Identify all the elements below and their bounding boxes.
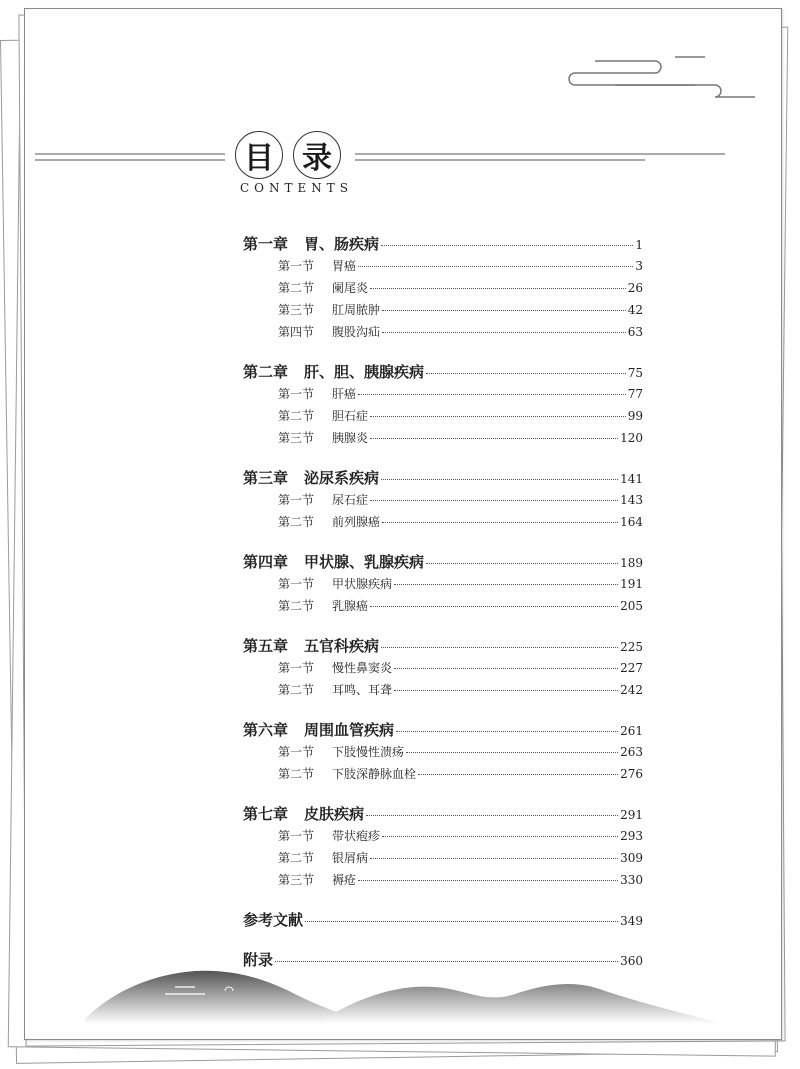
section-number: 第三节	[278, 303, 315, 317]
page-number: 164	[620, 515, 643, 529]
page-number: 42	[627, 303, 643, 317]
leader-dots	[426, 563, 618, 564]
toc-section-entry[interactable]	[243, 575, 643, 597]
section-title: 胰腺炎	[332, 431, 369, 445]
chapter-title: 泌尿系疾病	[304, 469, 380, 487]
section-label	[278, 279, 368, 296]
page-number: 26	[627, 281, 643, 295]
toc-chapter-entry[interactable]	[243, 551, 643, 575]
toc-chapter-entry[interactable]	[243, 719, 643, 743]
leader-dots	[366, 815, 618, 816]
toc-section-entry[interactable]	[243, 385, 643, 407]
page-number: 77	[627, 387, 643, 401]
section-number: 第三节	[278, 873, 315, 887]
section-title: 肛周脓肿	[332, 303, 381, 317]
page-number: 141	[620, 472, 643, 486]
cloud-ornament	[555, 49, 765, 109]
section-title: 下肢深静脉血栓	[332, 767, 417, 781]
section-label	[278, 491, 368, 508]
toc-section-entry[interactable]	[243, 513, 643, 535]
section-title: 褥疮	[332, 873, 357, 887]
leader-dots	[358, 880, 618, 881]
chapter-label	[243, 233, 379, 254]
toc-section-entry[interactable]	[243, 849, 643, 871]
chapter-title: 周围血管疾病	[304, 721, 395, 739]
section-title: 前列腺癌	[332, 515, 381, 529]
toc-section-entry[interactable]	[243, 491, 643, 513]
leader-dots	[370, 858, 618, 859]
chapter-label	[243, 803, 364, 824]
section-label	[278, 257, 356, 274]
toc-chapter-entry[interactable]	[243, 909, 643, 933]
chapter-title: 胃、肠疾病	[304, 235, 380, 253]
section-title: 甲状腺疾病	[332, 577, 393, 591]
leader-dots	[382, 522, 618, 523]
page-number: 191	[620, 577, 643, 591]
section-label	[278, 827, 380, 844]
toc-section-entry[interactable]	[243, 659, 643, 681]
leader-dots	[370, 288, 626, 289]
title-char-1: 目	[235, 131, 283, 179]
chapter-label	[243, 551, 424, 572]
section-number: 第二节	[278, 851, 315, 865]
leader-dots	[382, 332, 626, 333]
page-number: 143	[620, 493, 643, 507]
section-title: 阑尾炎	[332, 281, 369, 295]
leader-dots	[381, 245, 633, 246]
section-label	[278, 575, 392, 592]
page-number: 1	[635, 238, 643, 252]
chapter-number: 第七章	[243, 805, 289, 823]
section-title: 耳鸣、耳聋	[332, 683, 393, 697]
section-label	[278, 323, 380, 340]
toc-section-entry[interactable]	[243, 765, 643, 787]
page-number: 189	[620, 556, 643, 570]
leader-dots	[358, 394, 626, 395]
section-number: 第二节	[278, 683, 315, 697]
section-label	[278, 743, 404, 760]
chapter-number: 第三章	[243, 469, 289, 487]
section-number: 第三节	[278, 431, 315, 445]
page-number: 261	[620, 724, 643, 738]
section-label	[278, 871, 356, 888]
toc-section-entry[interactable]	[243, 279, 643, 301]
section-number: 第一节	[278, 829, 315, 843]
leader-dots	[358, 266, 633, 267]
leader-dots	[381, 647, 618, 648]
toc-chapter-entry[interactable]	[243, 233, 643, 257]
chapter-title: 附录	[243, 951, 274, 969]
section-label	[278, 513, 380, 530]
section-title: 带状疱疹	[332, 829, 381, 843]
section-number: 第一节	[278, 661, 315, 675]
leader-dots	[382, 310, 626, 311]
chapter-title: 参考文献	[243, 911, 304, 929]
chapter-number: 第五章	[243, 637, 289, 655]
section-number: 第一节	[278, 259, 315, 273]
page-number: 3	[635, 259, 643, 273]
section-number: 第二节	[278, 767, 315, 781]
section-label	[278, 385, 356, 402]
chapter-gap	[243, 893, 643, 903]
chapter-number: 第二章	[243, 363, 289, 381]
section-label	[278, 681, 392, 698]
leader-dots	[394, 668, 618, 669]
leader-dots	[370, 500, 618, 501]
toc-section-entry[interactable]	[243, 257, 643, 279]
chapter-gap	[243, 933, 643, 943]
leader-dots	[370, 416, 626, 417]
chapter-title: 甲状腺、乳腺疾病	[304, 553, 425, 571]
section-number: 第二节	[278, 409, 315, 423]
leader-dots	[305, 921, 618, 922]
chapter-gap	[243, 619, 643, 629]
page-number: 205	[620, 599, 643, 613]
toc-section-entry[interactable]	[243, 429, 643, 451]
section-title: 下肢慢性溃疡	[332, 745, 405, 759]
section-label	[278, 429, 368, 446]
toc-section-entry[interactable]	[243, 301, 643, 323]
section-number: 第一节	[278, 493, 315, 507]
section-title: 银屑病	[332, 851, 369, 865]
subtitle: CONTENTS	[240, 181, 354, 195]
page-number: 227	[620, 661, 643, 675]
section-number: 第一节	[278, 745, 315, 759]
section-title: 胃癌	[332, 259, 357, 273]
chapter-number: 第四章	[243, 553, 289, 571]
section-label	[278, 301, 380, 318]
chapter-label	[243, 635, 379, 656]
toc-chapter-entry[interactable]	[243, 467, 643, 491]
toc-section-entry[interactable]	[243, 597, 643, 619]
leader-dots	[394, 690, 618, 691]
page-number: 330	[620, 873, 643, 887]
section-number: 第二节	[278, 599, 315, 613]
section-label	[278, 407, 368, 424]
chapter-label	[243, 719, 394, 740]
leader-dots	[406, 752, 618, 753]
table-of-contents	[243, 227, 643, 973]
leader-dots	[370, 438, 618, 439]
toc-chapter-entry[interactable]	[243, 803, 643, 827]
section-title: 胆石症	[332, 409, 369, 423]
section-label	[278, 765, 416, 782]
section-number: 第四节	[278, 325, 315, 339]
contents-page	[24, 8, 782, 1040]
page-number: 349	[620, 914, 643, 928]
title-char-2: 录	[293, 131, 341, 179]
section-number: 第一节	[278, 577, 315, 591]
leader-dots	[382, 836, 618, 837]
chapter-gap	[243, 535, 643, 545]
chapter-title: 肝、胆、胰腺疾病	[304, 363, 425, 381]
section-title: 乳腺癌	[332, 599, 369, 613]
page-number: 276	[620, 767, 643, 781]
chapter-gap	[243, 451, 643, 461]
leader-dots	[381, 479, 618, 480]
chapter-number: 第一章	[243, 235, 289, 253]
leader-dots	[370, 606, 618, 607]
leader-dots	[394, 584, 618, 585]
page-number: 291	[620, 808, 643, 822]
chapter-number: 第六章	[243, 721, 289, 739]
toc-section-entry[interactable]	[243, 681, 643, 703]
toc-section-entry[interactable]	[243, 871, 643, 893]
section-title: 尿石症	[332, 493, 369, 507]
title-rule	[25, 149, 781, 169]
leader-dots	[418, 774, 618, 775]
toc-section-entry[interactable]	[243, 827, 643, 849]
page-number: 120	[620, 431, 643, 445]
section-label	[278, 597, 368, 614]
page-number: 360	[620, 954, 643, 968]
leader-dots	[396, 731, 618, 732]
section-label	[278, 849, 368, 866]
chapter-gap	[243, 703, 643, 713]
chapter-label	[243, 467, 379, 488]
section-number: 第二节	[278, 281, 315, 295]
toc-section-entry[interactable]	[243, 407, 643, 429]
page-number: 293	[620, 829, 643, 843]
chapter-title: 五官科疾病	[304, 637, 380, 655]
page-number: 242	[620, 683, 643, 697]
page-number: 63	[627, 325, 643, 339]
leader-dots	[426, 373, 626, 374]
page-number: 75	[627, 366, 643, 380]
section-label	[278, 659, 392, 676]
chapter-label	[243, 909, 303, 930]
section-title: 肝癌	[332, 387, 357, 401]
chapter-gap	[243, 345, 643, 355]
toc-chapter-entry[interactable]	[243, 635, 643, 659]
toc-chapter-entry[interactable]	[243, 361, 643, 385]
section-title: 慢性鼻窦炎	[332, 661, 393, 675]
section-title: 腹股沟疝	[332, 325, 381, 339]
toc-section-entry[interactable]	[243, 743, 643, 765]
chapter-gap	[243, 787, 643, 797]
page-number: 263	[620, 745, 643, 759]
page-number: 225	[620, 640, 643, 654]
chapter-title: 皮肤疾病	[304, 805, 365, 823]
chapter-label	[243, 361, 424, 382]
page-number: 309	[620, 851, 643, 865]
mountain-ornament	[75, 949, 735, 1029]
toc-section-entry[interactable]	[243, 323, 643, 345]
section-number: 第二节	[278, 515, 315, 529]
page-number: 99	[627, 409, 643, 423]
section-number: 第一节	[278, 387, 315, 401]
